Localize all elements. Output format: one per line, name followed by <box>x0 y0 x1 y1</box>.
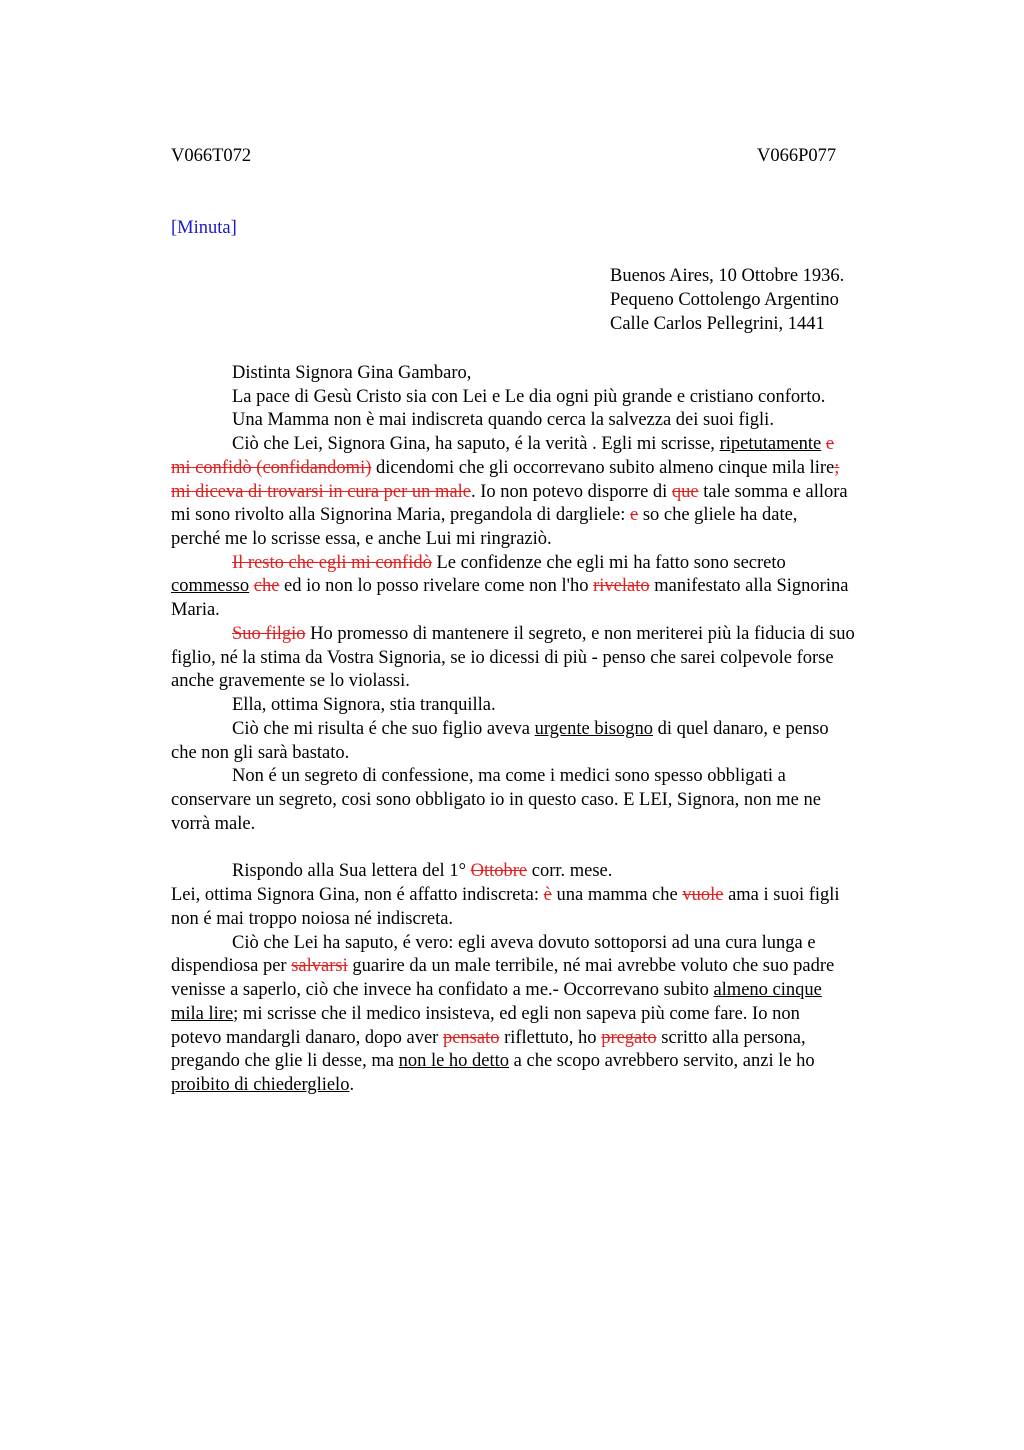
text-line <box>171 954 834 978</box>
text-segment: mi sono rivolto alla Signorina Maria, pregandola di dargliele: <box>171 505 630 525</box>
text-line <box>232 385 825 409</box>
text-segment: . <box>349 1075 355 1095</box>
address-line: Pequeno Cottolengo Argentino <box>610 290 839 310</box>
text-segment: ama i suoi figli <box>723 885 840 905</box>
text-line <box>171 527 552 551</box>
text-segment: non é mai troppo noiosa né indiscreta. <box>171 909 454 929</box>
draft-note: [Minuta] <box>171 218 237 238</box>
text-segment: riflettuto, ho <box>499 1028 602 1048</box>
text-line <box>232 408 774 432</box>
underlined-text: mila lire <box>171 1004 234 1024</box>
text-line <box>171 1049 815 1073</box>
text-segment: tale somma e allora <box>698 482 848 502</box>
text-line <box>171 883 840 907</box>
struck-text: mi confidò (confidandomi) <box>171 458 372 478</box>
underlined-text: proibito di chiederglielo <box>171 1075 350 1095</box>
text-segment: potevo mandargli danaro, dopo aver <box>171 1028 443 1048</box>
struck-text: Suo filgio <box>232 624 306 644</box>
text-line <box>171 812 255 836</box>
struck-text: rivelato <box>593 576 650 596</box>
text-segment: Una Mamma non è mai indiscreta quando cerca la salvezza dei suoi figli. <box>232 410 774 430</box>
text-segment: Le confidenze che egli mi ha fatto sono secreto <box>431 553 786 573</box>
text-segment: ed io non lo posso rivelare come non l'ho <box>279 576 594 596</box>
struck-text: pregato <box>601 1028 657 1048</box>
text-line <box>171 503 797 527</box>
struck-text: Ottobre <box>470 861 528 881</box>
text-line <box>171 1073 354 1097</box>
struck-text: mi diceva di trovarsi in cura per un male <box>171 482 472 502</box>
text-line <box>171 598 220 622</box>
text-line <box>171 788 821 812</box>
text-segment: conservare un segreto, cosi sono obbligato io in questo caso. E LEI, Signora, non me ne <box>171 790 821 810</box>
text-segment: . Io non potevo disporre di <box>471 482 672 502</box>
text-segment: di quel danaro, e penso <box>652 719 829 739</box>
text-line <box>171 669 410 693</box>
text-line <box>171 907 453 931</box>
text-segment: Ciò che mi risulta é che suo figlio aveva <box>232 719 535 739</box>
text-line <box>232 931 816 955</box>
text-segment: Non é un segreto di confessione, ma come i medici sono spesso obbligati a <box>232 766 786 786</box>
struck-text: che <box>253 576 280 596</box>
text-segment: Maria. <box>171 600 220 620</box>
text-segment: vorrà male. <box>171 814 256 834</box>
text-line <box>171 1002 800 1026</box>
text-line <box>232 361 471 385</box>
text-segment: manifestato alla Signorina <box>649 576 849 596</box>
document-code-left: V066T072 <box>171 146 252 166</box>
text-line <box>232 764 786 788</box>
text-line <box>232 622 855 646</box>
text-segment: anche gravemente se lo violassi. <box>171 671 410 691</box>
text-segment: ; mi scrisse che il medico insisteva, ed egli non sapeva più come fare. Io non <box>233 1004 800 1024</box>
struck-text: e <box>825 434 835 454</box>
text-line <box>232 859 612 883</box>
text-segment: Distinta Signora Gina Gambaro, <box>232 363 472 383</box>
text-segment: Rispondo alla Sua lettera del 1° <box>232 861 471 881</box>
text-line <box>171 978 822 1002</box>
text-line <box>171 1026 806 1050</box>
address-line: Calle Carlos Pellegrini, 1441 <box>610 314 825 334</box>
text-segment: che non gli sarà bastato. <box>171 743 350 763</box>
text-segment: Lei, ottima Signora Gina, non é affatto indiscreta: <box>171 885 544 905</box>
text-segment: figlio, né la stima da Vostra Signoria, se io dicessi di più - penso che sarei colpevole forse <box>171 648 834 668</box>
text-line <box>232 717 829 741</box>
underlined-text: non le ho detto <box>398 1051 510 1071</box>
underlined-text: almeno cinque <box>713 980 822 1000</box>
text-segment: Ella, ottima Signora, stia tranquilla. <box>232 695 496 715</box>
struck-text: e <box>629 505 639 525</box>
struck-text: è <box>543 885 552 905</box>
underlined-text: ripetutamente <box>719 434 822 454</box>
text-segment: scritto alla persona, <box>656 1028 806 1048</box>
text-segment: La pace di Gesù Cristo sia con Lei e Le dia ogni più grande e cristiano conforto. <box>232 387 826 407</box>
struck-text: salvarsi <box>291 956 348 976</box>
text-segment: corr. mese. <box>527 861 613 881</box>
struck-text: vuole <box>682 885 724 905</box>
text-segment: venisse a saperlo, ciò che invece ha confidato a me.- Occorrevano subito <box>171 980 714 1000</box>
text-line <box>232 693 496 717</box>
address-line: Buenos Aires, 10 Ottobre 1936. <box>610 266 845 286</box>
text-segment: dicendomi che gli occorrevano subito almeno cinque mila lire <box>371 458 835 478</box>
text-segment: a che scopo avrebbero servito, anzi le ho <box>509 1051 815 1071</box>
struck-text: ; <box>834 458 840 478</box>
text-line <box>232 551 786 575</box>
text-line <box>171 456 839 480</box>
document-code-right: V066P077 <box>757 146 837 166</box>
text-segment: una mamma che <box>551 885 683 905</box>
text-segment: Ciò che Lei, Signora Gina, ha saputo, é la verità . Egli mi scrisse, <box>232 434 720 454</box>
struck-text: que <box>671 482 699 502</box>
text-line <box>232 432 834 456</box>
text-segment: perché me lo scrisse essa, e anche Lui mi ringraziò. <box>171 529 552 549</box>
text-segment: dispendiosa per <box>171 956 292 976</box>
text-line <box>171 480 848 504</box>
text-segment: pregando che glie li desse, ma <box>171 1051 399 1071</box>
text-line <box>171 646 834 670</box>
text-segment: so che gliele ha date, <box>638 505 798 525</box>
struck-text: Il resto che egli mi confidò <box>232 553 432 573</box>
text-segment: Ho promesso di mantenere il segreto, e non meriterei più la fiducia di suo <box>305 624 855 644</box>
text-segment: guarire da un male terribile, né mai avrebbe voluto che suo padre <box>347 956 835 976</box>
struck-text: pensato <box>442 1028 500 1048</box>
text-segment: Ciò che Lei ha saputo, é vero: egli aveva dovuto sottoporsi ad una cura lunga e <box>232 933 816 953</box>
text-line <box>171 574 848 598</box>
text-line <box>171 741 349 765</box>
underlined-text: commesso <box>171 576 250 596</box>
underlined-text: urgente bisogno <box>534 719 653 739</box>
